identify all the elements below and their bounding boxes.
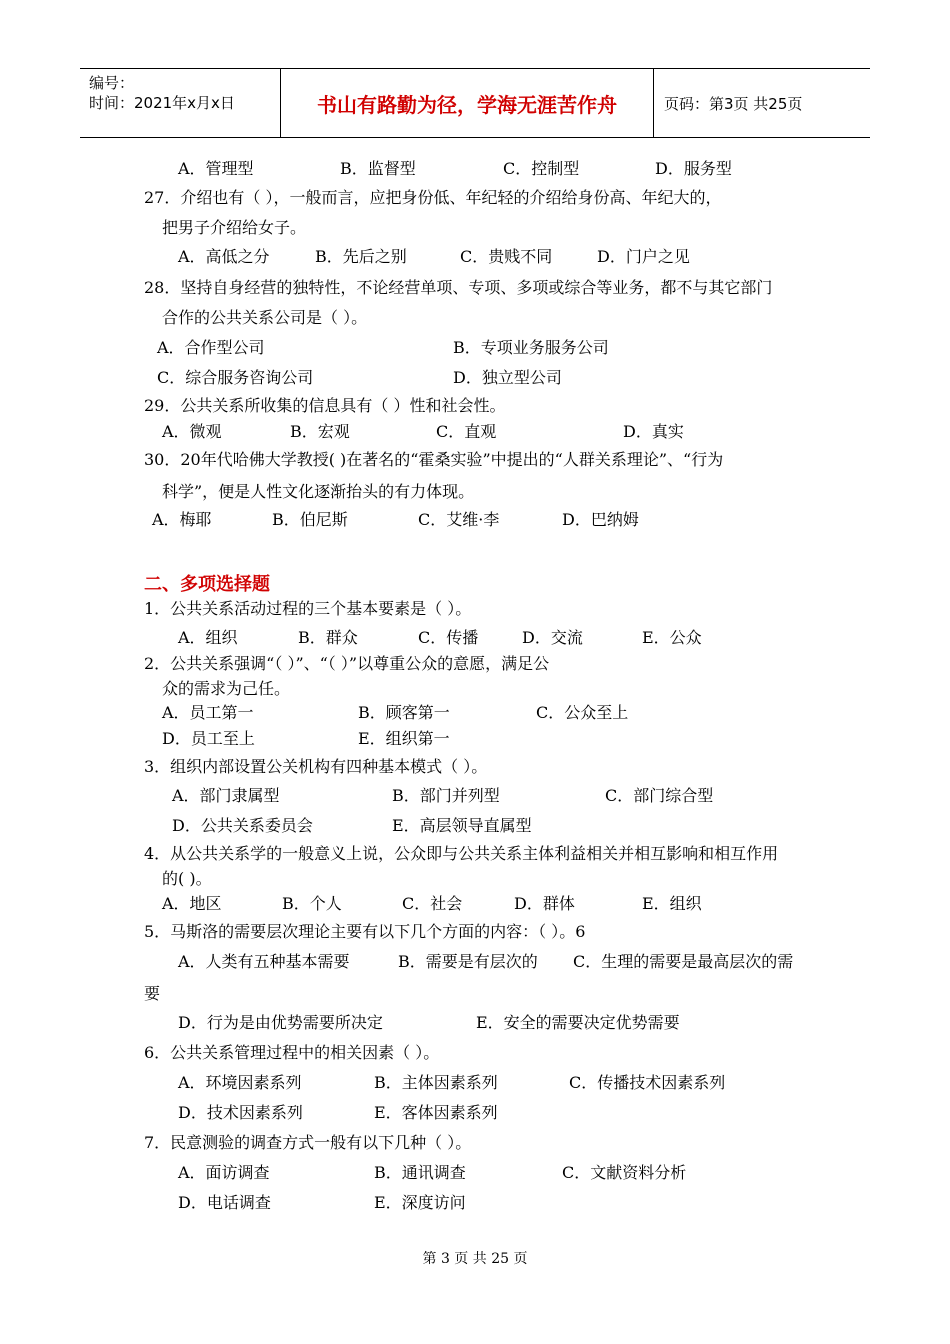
option: E．安全的需要决定优势需要 <box>476 1013 680 1032</box>
option: C．传播技术因素系列 <box>569 1073 726 1092</box>
option: C．生理的需要是最高层次的需 <box>573 952 794 971</box>
option: A．管理型 <box>178 159 254 178</box>
option: B．宏观 <box>290 422 350 441</box>
option-wrap: 要 <box>144 984 161 1003</box>
question-text: 众的需求为己任。 <box>162 679 291 698</box>
option: A．高低之分 <box>178 247 270 266</box>
option: A．组织 <box>178 628 238 647</box>
option: B．先后之别 <box>315 247 407 266</box>
question-text: 29．公共关系所收集的信息具有（ ）性和社会性。 <box>144 396 506 415</box>
option: E．深度访问 <box>374 1193 466 1212</box>
option: B．个人 <box>282 894 342 913</box>
option: D．真实 <box>623 422 684 441</box>
option: B．群众 <box>298 628 358 647</box>
question-text: 30．20年代哈佛大学教授( )在著名的“霍桑实验”中提出的“人群关系理论”、“行为 <box>144 450 724 469</box>
option: C．传播 <box>418 628 479 647</box>
question-text: 4．从公共关系学的一般意义上说，公众即与公共关系主体利益相关并相互影响和相互作用 <box>144 844 779 863</box>
option: A．地区 <box>162 894 222 913</box>
option: E．客体因素系列 <box>374 1103 498 1122</box>
question-text: 6．公共关系管理过程中的相关因素（ ）。 <box>144 1043 440 1062</box>
option: C．贵贱不同 <box>460 247 553 266</box>
option: D．行为是由优势需要所决定 <box>178 1013 383 1032</box>
option: A．环境因素系列 <box>178 1073 302 1092</box>
question-text: 合作的公共关系公司是（ ）。 <box>162 308 368 327</box>
option: D．巴纳姆 <box>562 510 639 529</box>
option: B．需要是有层次的 <box>398 952 538 971</box>
option: D．独立型公司 <box>453 368 562 387</box>
option: A．部门隶属型 <box>172 786 280 805</box>
option: D．交流 <box>522 628 583 647</box>
option: C．综合服务咨询公司 <box>157 368 314 387</box>
option: B．主体因素系列 <box>374 1073 498 1092</box>
option: A．员工第一 <box>162 703 254 722</box>
option: C．直观 <box>436 422 497 441</box>
option: C．部门综合型 <box>605 786 714 805</box>
question-text: 科学”，便是人性文化逐渐抬头的有力体现。 <box>162 482 475 501</box>
question-text: 5．马斯洛的需要层次理论主要有以下几个方面的内容：（ ）。6 <box>144 922 586 941</box>
option: C．文献资料分析 <box>562 1163 687 1182</box>
option: C．控制型 <box>503 159 580 178</box>
motto: 书山有路勤为径，学海无涯苦作舟 <box>317 92 617 117</box>
option: E．高层领导直属型 <box>392 816 532 835</box>
option: D．技术因素系列 <box>178 1103 303 1122</box>
question-text: 2．公共关系强调“（ ）”、“（ ）”以尊重公众的意愿，满足公 <box>144 654 550 673</box>
question-text: 27．介绍也有（ ），一般而言，应把身份低、年纪轻的介绍给身份高、年纪大的， <box>144 188 722 207</box>
option: C．社会 <box>402 894 463 913</box>
option: A．合作型公司 <box>157 338 265 357</box>
option: A．梅耶 <box>152 510 212 529</box>
option: B．专项业务服务公司 <box>453 338 609 357</box>
question-text: 的( )。 <box>162 869 212 888</box>
page-header <box>80 68 870 138</box>
number-label: 编号： <box>89 74 135 92</box>
option: B．顾客第一 <box>358 703 450 722</box>
question-text: 1．公共关系活动过程的三个基本要素是（ ）。 <box>144 599 472 618</box>
option: E．公众 <box>642 628 702 647</box>
question-text: 7．民意测验的调查方式一般有以下几种（ ）。 <box>144 1133 472 1152</box>
option: D．群体 <box>514 894 575 913</box>
option: D．服务型 <box>655 159 732 178</box>
time-label: 时间：2021年x月x日 <box>89 94 235 112</box>
option: B．部门并列型 <box>392 786 500 805</box>
option: B．监督型 <box>340 159 416 178</box>
question-text: 3．组织内部设置公关机构有四种基本模式（ ）。 <box>144 757 488 776</box>
option: E．组织第一 <box>358 729 450 748</box>
option: A．微观 <box>162 422 222 441</box>
option: D．公共关系委员会 <box>172 816 313 835</box>
option: E．组织 <box>642 894 702 913</box>
header-meta-cell <box>80 69 281 137</box>
question-text: 28．坚持自身经营的独特性，不论经营单项、专项、多项或综合等业务，都不与其它部门 <box>144 278 773 297</box>
option: B．通讯调查 <box>374 1163 466 1182</box>
option: C．公众至上 <box>536 703 629 722</box>
option: D．电话调查 <box>178 1193 271 1212</box>
header-motto-cell <box>281 69 654 137</box>
option: D．员工至上 <box>162 729 255 748</box>
page-footer: 第 3 页 共 25 页 <box>422 1251 528 1267</box>
option: A．面访调查 <box>178 1163 270 1182</box>
section-title: 二、多项选择题 <box>144 574 270 595</box>
option: A．人类有五种基本需要 <box>178 952 350 971</box>
option: D．门户之见 <box>597 247 690 266</box>
option: B．伯尼斯 <box>272 510 348 529</box>
header-page-cell <box>654 69 870 137</box>
option: C．艾维·李 <box>418 510 500 529</box>
page-label: 页码：第3页 共25页 <box>664 94 803 113</box>
question-text: 把男子介绍给女子。 <box>162 218 307 237</box>
